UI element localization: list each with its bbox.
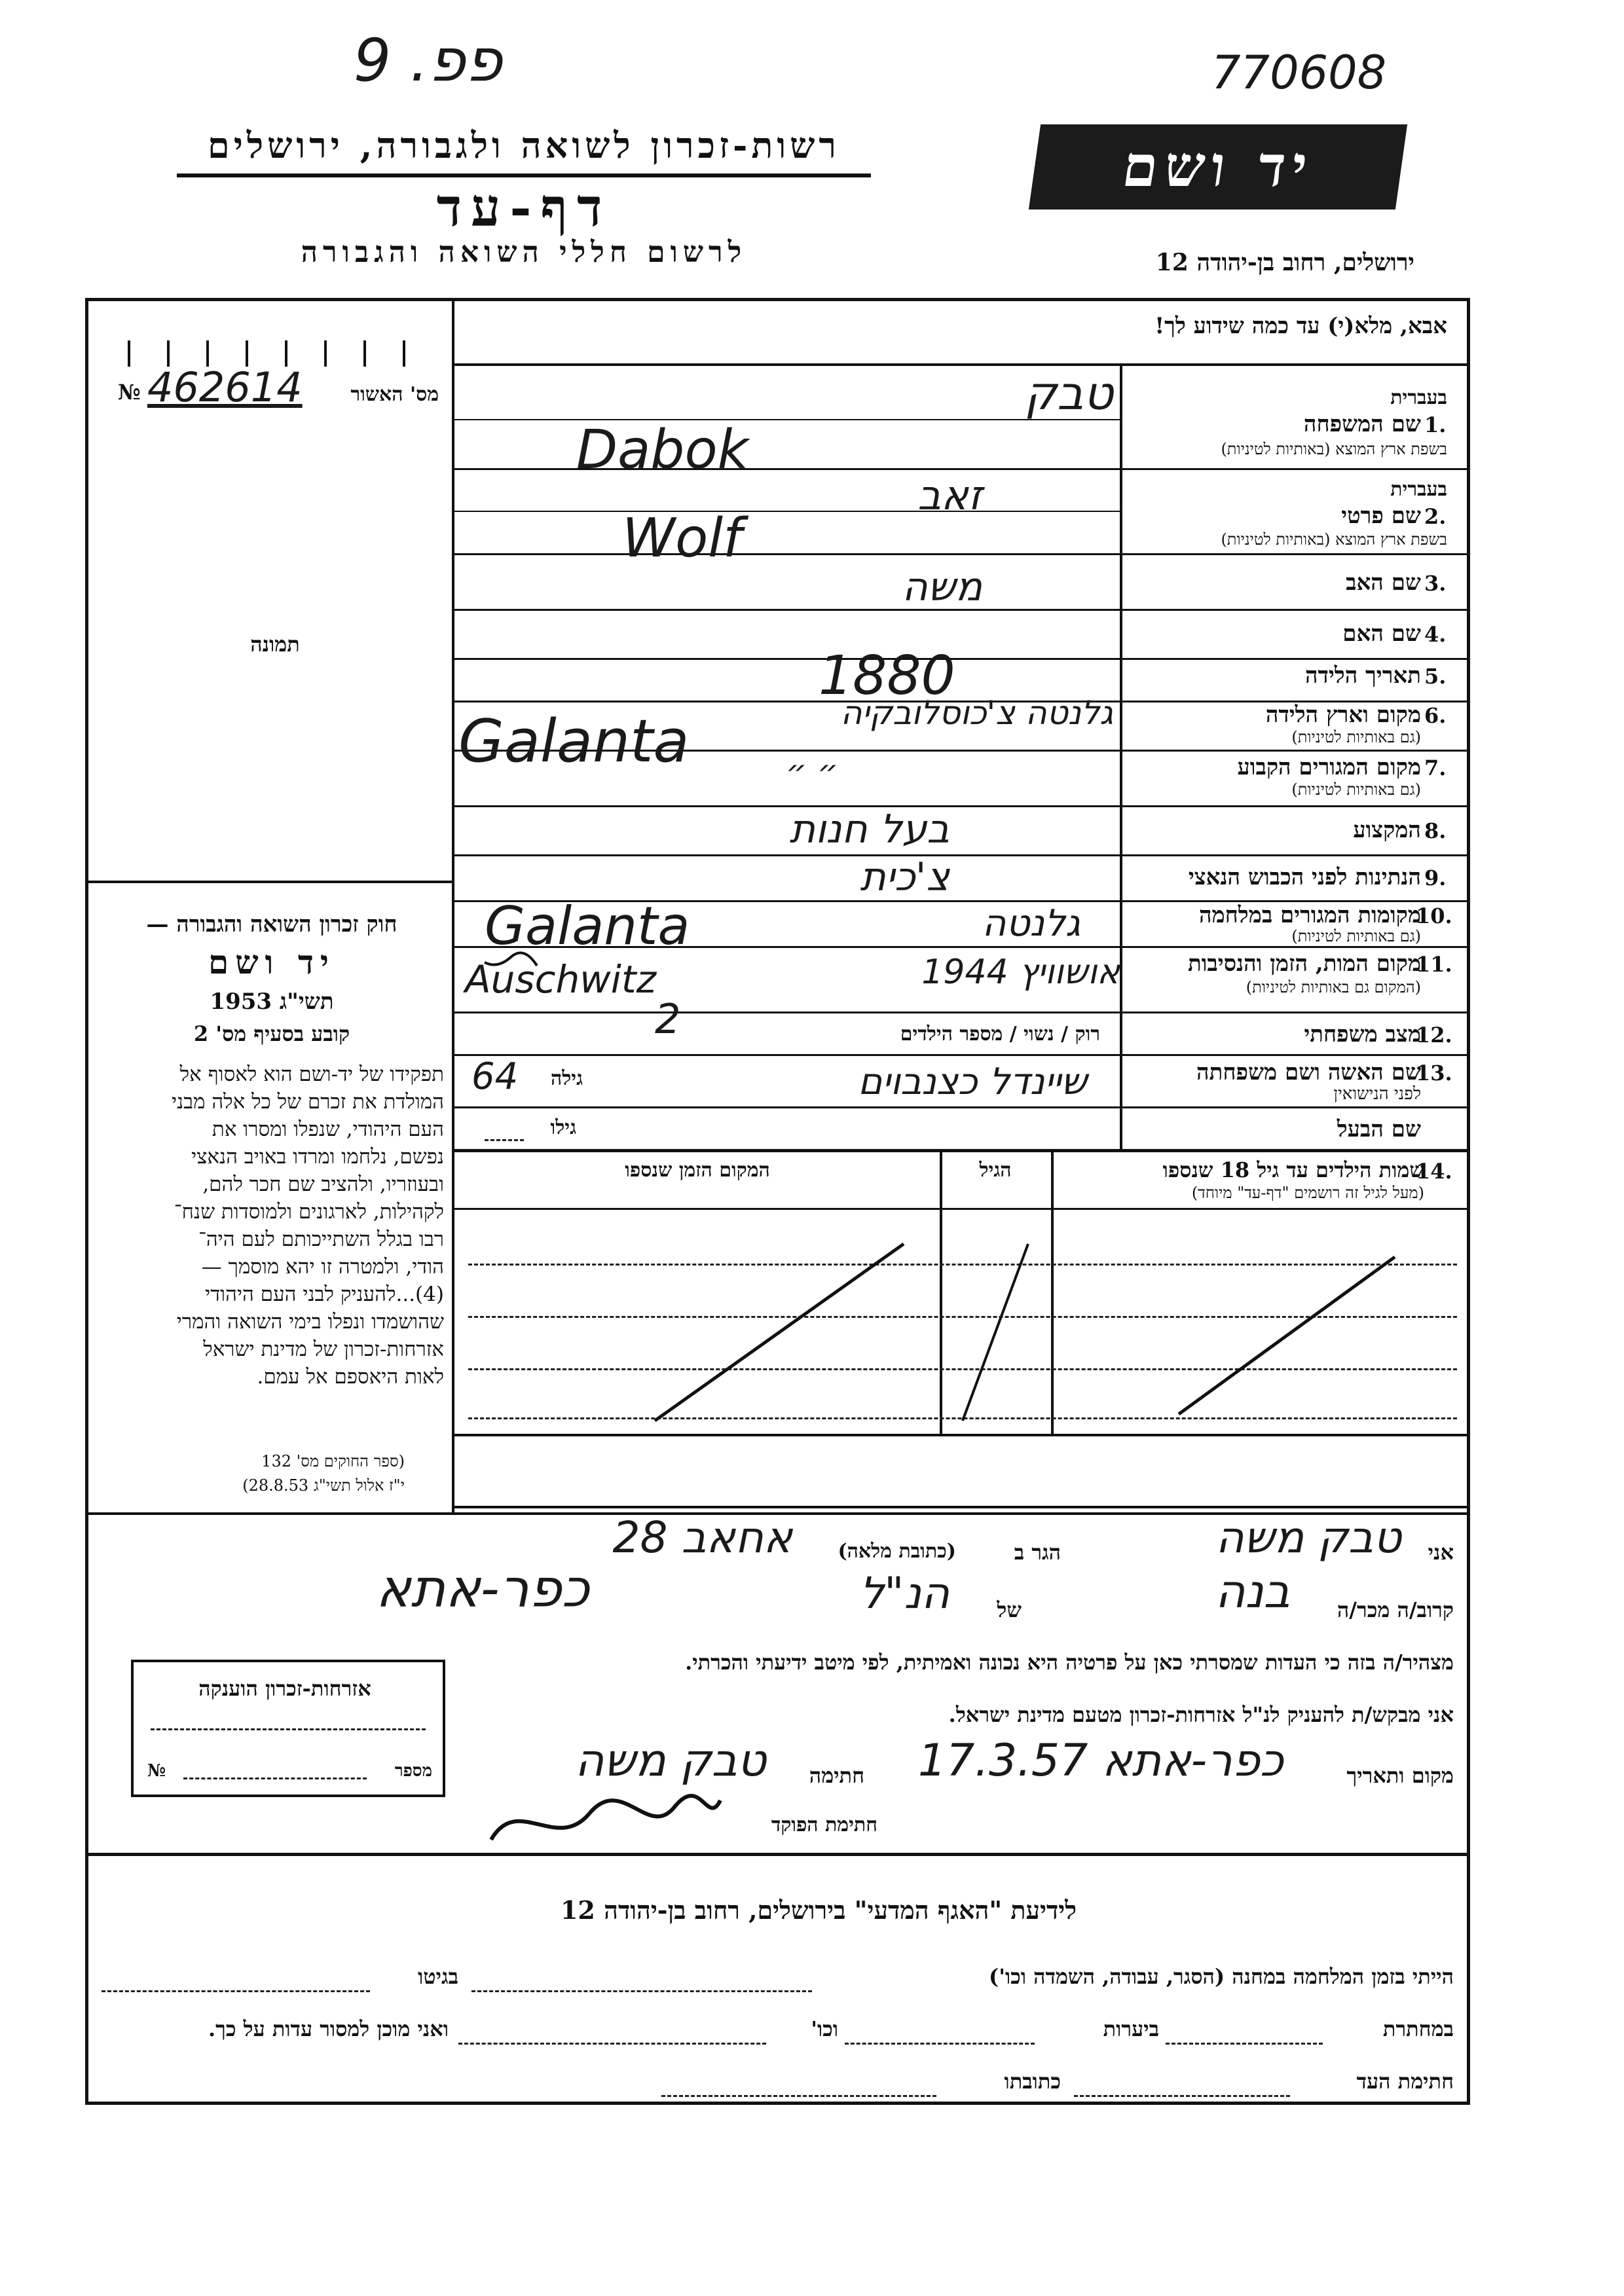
- witness-signature-line: [1074, 2095, 1290, 2097]
- relation-value: בנה: [1215, 1565, 1290, 1618]
- underground-label: במחתרת: [1382, 2016, 1454, 2041]
- law-paragraph-line: רבו בגלל השתייכותם לעם היה־: [198, 1228, 444, 1251]
- children-age-header: הגיל: [979, 1159, 1012, 1182]
- children-place-header: המקום הזמן שנספו: [625, 1159, 770, 1182]
- relation-of-label: של: [997, 1597, 1022, 1622]
- family-name-hebrew-value: טבק: [1024, 367, 1113, 420]
- field-13-num: 13.: [1416, 1061, 1452, 1085]
- birth-place-hebrew-value: גלנטה צ'כוסלובקיה: [840, 694, 1113, 732]
- officer-signature-scribble: [478, 1781, 727, 1859]
- field-2-num: 2.: [1424, 504, 1447, 529]
- place-date-value: כפר-אתא 17.3.57: [917, 1735, 1283, 1787]
- willing-testify-label: ואני מוכן למסור עדות על כך.: [208, 2016, 449, 2041]
- wife-name-value: שיינדל כצנבוים: [858, 1061, 1087, 1103]
- husband-age-label: גילו: [550, 1116, 576, 1139]
- law-paragraph-line: לקהילות, לארגונים ולמוסדות שנח־: [174, 1200, 444, 1224]
- organization-line: רשות-זכרון לשואה ולגבורה, ירושלים: [208, 124, 840, 166]
- field-10-sublabel: (גם באותיות לטיניות): [1291, 927, 1421, 945]
- note-bottom-rule: [452, 1506, 1470, 1508]
- officer-signature-label: חתימת הפוקד: [771, 1813, 877, 1836]
- law-line-2: יד ושם: [208, 943, 335, 981]
- cert-number-symbol: №: [118, 380, 141, 405]
- forests-line: [845, 2043, 1035, 2045]
- field-5-num: 5.: [1424, 664, 1447, 689]
- field-1-label: שם המשפחה: [1303, 411, 1421, 437]
- citizenship-request: אני מבקש/ת להעניק לנ"ל אזרחות-זכרון מטעם מדינת ישראל.: [948, 1702, 1454, 1727]
- law-paragraph-line: אזרחות-זכרון של מדינת ישראל: [203, 1338, 444, 1361]
- residence-value: ״ ״: [786, 753, 839, 791]
- law-paragraph-line: ובעוזריו, ולהציב שם חכר להם,: [202, 1173, 444, 1196]
- form-subtitle: לרשום חללי השואה והגבורה: [301, 236, 747, 269]
- field-12-num: 12.: [1416, 1023, 1452, 1048]
- field-2-hebrew-sublabel: בעברית: [1390, 478, 1447, 501]
- children-num: 14.: [1416, 1159, 1452, 1184]
- field-9-label: הנתינות לפני הכבוש הנאצי: [1188, 864, 1421, 890]
- nationality-value: צ'כית: [860, 854, 950, 900]
- camp-line: [471, 1990, 812, 1992]
- law-paragraph-line: המולדת את זכרם של כל אלה מבני: [171, 1090, 444, 1114]
- law-citation-2: י"ז אלול תשי"ג 28.8.53): [242, 1476, 405, 1495]
- field-13-sublabel: לפני הנישואין: [1333, 1084, 1421, 1104]
- child-strike-age: [963, 1244, 1028, 1421]
- profession-value: בעל חנות: [789, 807, 950, 852]
- forests-label: ביערות: [1103, 2016, 1159, 2041]
- witness-address-line: [661, 2095, 936, 2097]
- children-label: שמות הילדים עד גיל 18 שנספו: [1162, 1157, 1424, 1182]
- field-8-label: המקצוע: [1353, 817, 1421, 843]
- field-6-num: 6.: [1424, 703, 1447, 728]
- law-line-3: תשי"ג 1953: [210, 989, 334, 1015]
- death-place-hebrew-value: אושוויץ 1944: [921, 953, 1120, 992]
- law-citation-1: (ספר החוקים מס' 132: [261, 1452, 405, 1470]
- logo-text: יד ושם: [1118, 134, 1318, 200]
- wife-age-label: גילה: [550, 1067, 583, 1090]
- form-intro: אבא, מלא(י) עד כמה שידוע לך!: [1154, 313, 1447, 339]
- declaration-address-label: (כתובת מלאה): [838, 1540, 956, 1563]
- relation-label: קרוב/ה מכר/ה: [1337, 1597, 1454, 1622]
- given-name-latin-value: Wolf: [622, 507, 742, 570]
- field-7-num: 7.: [1424, 756, 1447, 780]
- ghetto-line: [101, 1990, 370, 1992]
- header-address: ירושלים, רחוב בן-יהודה 12: [1155, 249, 1414, 276]
- field-9-num: 9.: [1424, 866, 1447, 890]
- handwritten-file-ref: פפ. 9: [354, 26, 502, 95]
- field-1-hebrew-sublabel: בעברית: [1390, 386, 1447, 409]
- field-8-num: 8.: [1424, 818, 1447, 843]
- marital-status-options: רוק / נשוי / מספר הילדים: [900, 1023, 1100, 1046]
- birth-place-latin-value: Galanta: [458, 707, 690, 776]
- law-paragraph-line: הודי, ולמטרה זו יהא מוסמך —: [201, 1255, 444, 1279]
- place-date-label: מקום ותאריך: [1346, 1763, 1454, 1788]
- wife-age-value: 64: [471, 1055, 519, 1098]
- field-3-num: 3.: [1424, 571, 1447, 596]
- citizenship-box-line: [151, 1728, 426, 1730]
- children-count-value: 2: [655, 995, 681, 1043]
- field-3-label: שם האב: [1346, 570, 1421, 596]
- ghetto-label: בגיטו: [418, 1964, 458, 1989]
- field-11-sublabel: (המקום גם באותיות לטיניות): [1246, 978, 1421, 996]
- field-10-num: 10.: [1416, 903, 1452, 928]
- field-4-label: שם האם: [1342, 621, 1421, 647]
- law-paragraph-line: תפקידו של יד-ושם הוא לאסוף אל: [179, 1063, 444, 1086]
- children-sublabel: (מעל לגיל זה רושמים "דף-עד" מיוחד): [1191, 1184, 1424, 1202]
- declaration-statement: מצהיר/ה בזה כי העדות שמסרתי כאן על פרטיה היא נכונה ואמיתית, לפי מיטב ידיעתי והכרתי.: [685, 1650, 1454, 1675]
- field-1-sublabel: בשפת ארץ המוצא (באותיות לטיניות): [1221, 440, 1447, 458]
- law-line-1: חוק זכרון השואה והגבורה —: [146, 911, 397, 938]
- field-13-label: שם האשה ושם משפחתה: [1196, 1059, 1421, 1085]
- child-strike-right: [1179, 1257, 1395, 1414]
- field-7-label: מקום המגורים הקבוע: [1237, 754, 1421, 780]
- father-name-value: משה: [902, 564, 982, 610]
- field-11-num: 11.: [1416, 952, 1452, 977]
- citizenship-number-label: מספר: [394, 1761, 432, 1781]
- camp-statement: הייתי בזמן המלחמה במחנה (הסגר, עבודה, השמדה וכו'): [989, 1964, 1454, 1989]
- field-6-label: מקום וארץ הלידה: [1265, 702, 1421, 728]
- witness-signature-label: חתימת העד: [1356, 2069, 1454, 2094]
- wartime-residence-hebrew-value: גלנטה: [982, 902, 1080, 945]
- declarant-address-value: אחאב 28: [612, 1512, 792, 1563]
- declaration-ani-label: אני: [1428, 1540, 1454, 1565]
- form-title: דף-עד: [436, 177, 612, 238]
- law-paragraph-line: העם היהודי, שנפלו ומסרו את: [212, 1118, 444, 1141]
- citizenship-box-title: אזרחות-זכרון הוענקה: [198, 1676, 371, 1701]
- husband-name-label: שם הבעל: [1337, 1116, 1421, 1142]
- declaration-resides-label: הגר ב: [1014, 1540, 1061, 1565]
- scientific-dept-title: לידיעת "האגף המדעי" בירושלים, רחוב בן-יהודה 12: [560, 1895, 1077, 1925]
- law-paragraph-line: לאות היאספם אל עמם.: [257, 1365, 444, 1389]
- wartime-residence-latin-value: Galanta: [485, 896, 690, 957]
- field-7-sublabel: (גם באותיות לטיניות): [1291, 780, 1421, 799]
- law-paragraph-line: נפשם, נלחמו ומרדו באויב הנאצי: [191, 1145, 444, 1169]
- bottom-section-rule: [85, 1853, 1470, 1856]
- etc-label: וכו': [811, 2016, 838, 2041]
- witness-address-label: כתובתו: [1004, 2069, 1061, 2094]
- citizenship-number-symbol: №: [147, 1761, 166, 1781]
- child-strike-left: [655, 1244, 904, 1421]
- death-place-latin-value: Auschwitz: [465, 957, 657, 1002]
- field-2-label: שם פרטי: [1341, 503, 1421, 529]
- cert-number-value: 462614: [147, 363, 303, 411]
- declarant-name-value: טבק משה: [1215, 1512, 1401, 1563]
- field-1-num: 1.: [1424, 412, 1447, 437]
- relation-of-value: הנ"ל: [859, 1568, 950, 1618]
- field-2-sublabel: בשפת ארץ המוצא (באותיות לטיניות): [1221, 530, 1447, 549]
- signature-label: חתימה: [809, 1763, 864, 1788]
- cert-number-label: מס' האשור: [350, 383, 439, 406]
- field-4-num: 4.: [1424, 622, 1447, 647]
- birth-date-value: 1880: [819, 645, 955, 707]
- handwritten-record-number: 770608: [1211, 46, 1387, 100]
- citizenship-number-line: [183, 1777, 367, 1779]
- field-10-label: מקומות המגורים במלחמה: [1198, 902, 1421, 928]
- field-11-label: מקום המות, הזמן והנסיבות: [1187, 951, 1421, 977]
- field-12-label: מצב משפחתי: [1304, 1021, 1421, 1048]
- etc-line: [458, 2043, 766, 2045]
- declarant-city-value: כפר-אתא: [376, 1558, 589, 1619]
- field-6-sublabel: (גם באותיות לטיניות): [1291, 728, 1421, 746]
- law-line-4: קובע בסעיף מס' 2: [193, 1021, 350, 1046]
- field-5-label: תאריך הלידה: [1304, 663, 1421, 689]
- law-paragraph-line: שהושמדו ונפלו בימי השואה והמרי: [176, 1310, 444, 1334]
- signature-value: טבק משה: [574, 1735, 766, 1787]
- given-name-hebrew-value: זאב: [917, 471, 982, 519]
- underground-line: [1166, 2043, 1323, 2045]
- family-name-latin-value: Dabok: [576, 419, 749, 481]
- law-paragraph-line: (4)...להעניק לבני העם היהודי: [205, 1283, 444, 1306]
- photo-label: תמונה: [250, 632, 300, 657]
- scribble-death-place: [485, 953, 537, 966]
